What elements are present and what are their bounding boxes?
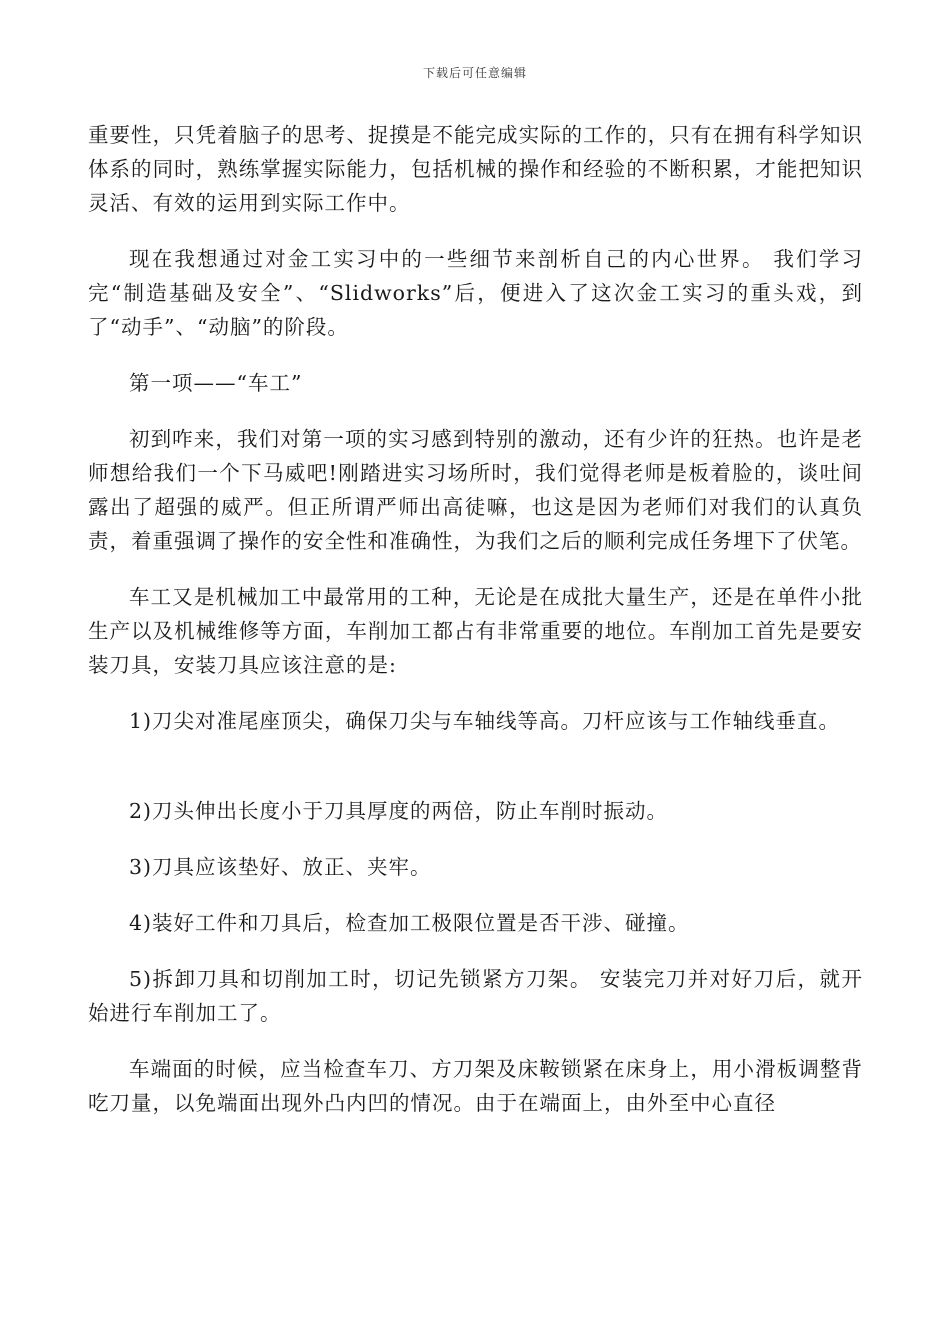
document-body: [88, 118, 863, 1142]
paragraph-importance: 重要性，只凭着脑子的思考、捉摸是不能完成实际的工作的，只有在拥有科学知识体系的同时，熟练掌握实际能力，包括机械的操作和经验的不断积累，才能把知识灵活、有效的运用到实际工作中。: [88, 123, 863, 215]
list-item-3: 3)刀具应该垫好、放正、夹牢。: [129, 855, 432, 879]
paragraph-first-impression: 初到咋来，我们对第一项的实习感到特别的激动，还有少许的狂热。也许是老师想给我们一个下马威吧!刚踏进实习场所时，我们觉得老师是板着脸的，谈吐间露出了超强的威严。但正所谓严师出高徒嘛，也这是因为老师们对我们的认真负责，着重强调了操作的安全性和准确性，为我们之后的顺利完成任务埋下了伏笔。: [88, 427, 863, 553]
list-item-4: 4)装好工件和刀具后，检查加工极限位置是否干涉、碰撞。: [129, 911, 690, 935]
list-item-2: 2)刀头伸出长度小于刀具厚度的两倍，防止车削时振动。: [129, 799, 669, 823]
page-header: 下载后可任意编辑: [422, 66, 527, 80]
section-heading-turning: 第一项——“车工”: [129, 371, 303, 395]
list-item-5: 5)拆卸刀具和切削加工时，切记先锁紧方刀架。 安装完刀并对好刀后，就开始进行车削加工了。: [88, 967, 863, 1025]
paragraph-turning-overview: 车工又是机械加工中最常用的工种，无论是在成批大量生产，还是在单件小批生产以及机械维修等方面，车削加工都占有非常重要的地位。车削加工首先是要安装刀具，安装刀具应该注意的是:: [88, 585, 863, 677]
paragraph-introduction: 现在我想通过对金工实习中的一些细节来剖析自己的内心世界。 我们学习完“制造基础及安全”、“Slidworks”后，便进入了这次金工实习的重头戏，到了“动手”、“动脑”的阶段。: [88, 247, 863, 339]
paragraph-end-face: 车端面的时候，应当检查车刀、方刀架及床鞍锁紧在床身上，用小滑板调整背吃刀量，以免端面出现外凸内凹的情况。由于在端面上，由外至中心直径: [88, 1057, 863, 1115]
list-item-1: 1)刀尖对准尾座顶尖，确保刀尖与车轴线等高。刀杆应该与工作轴线垂直。: [129, 709, 841, 733]
